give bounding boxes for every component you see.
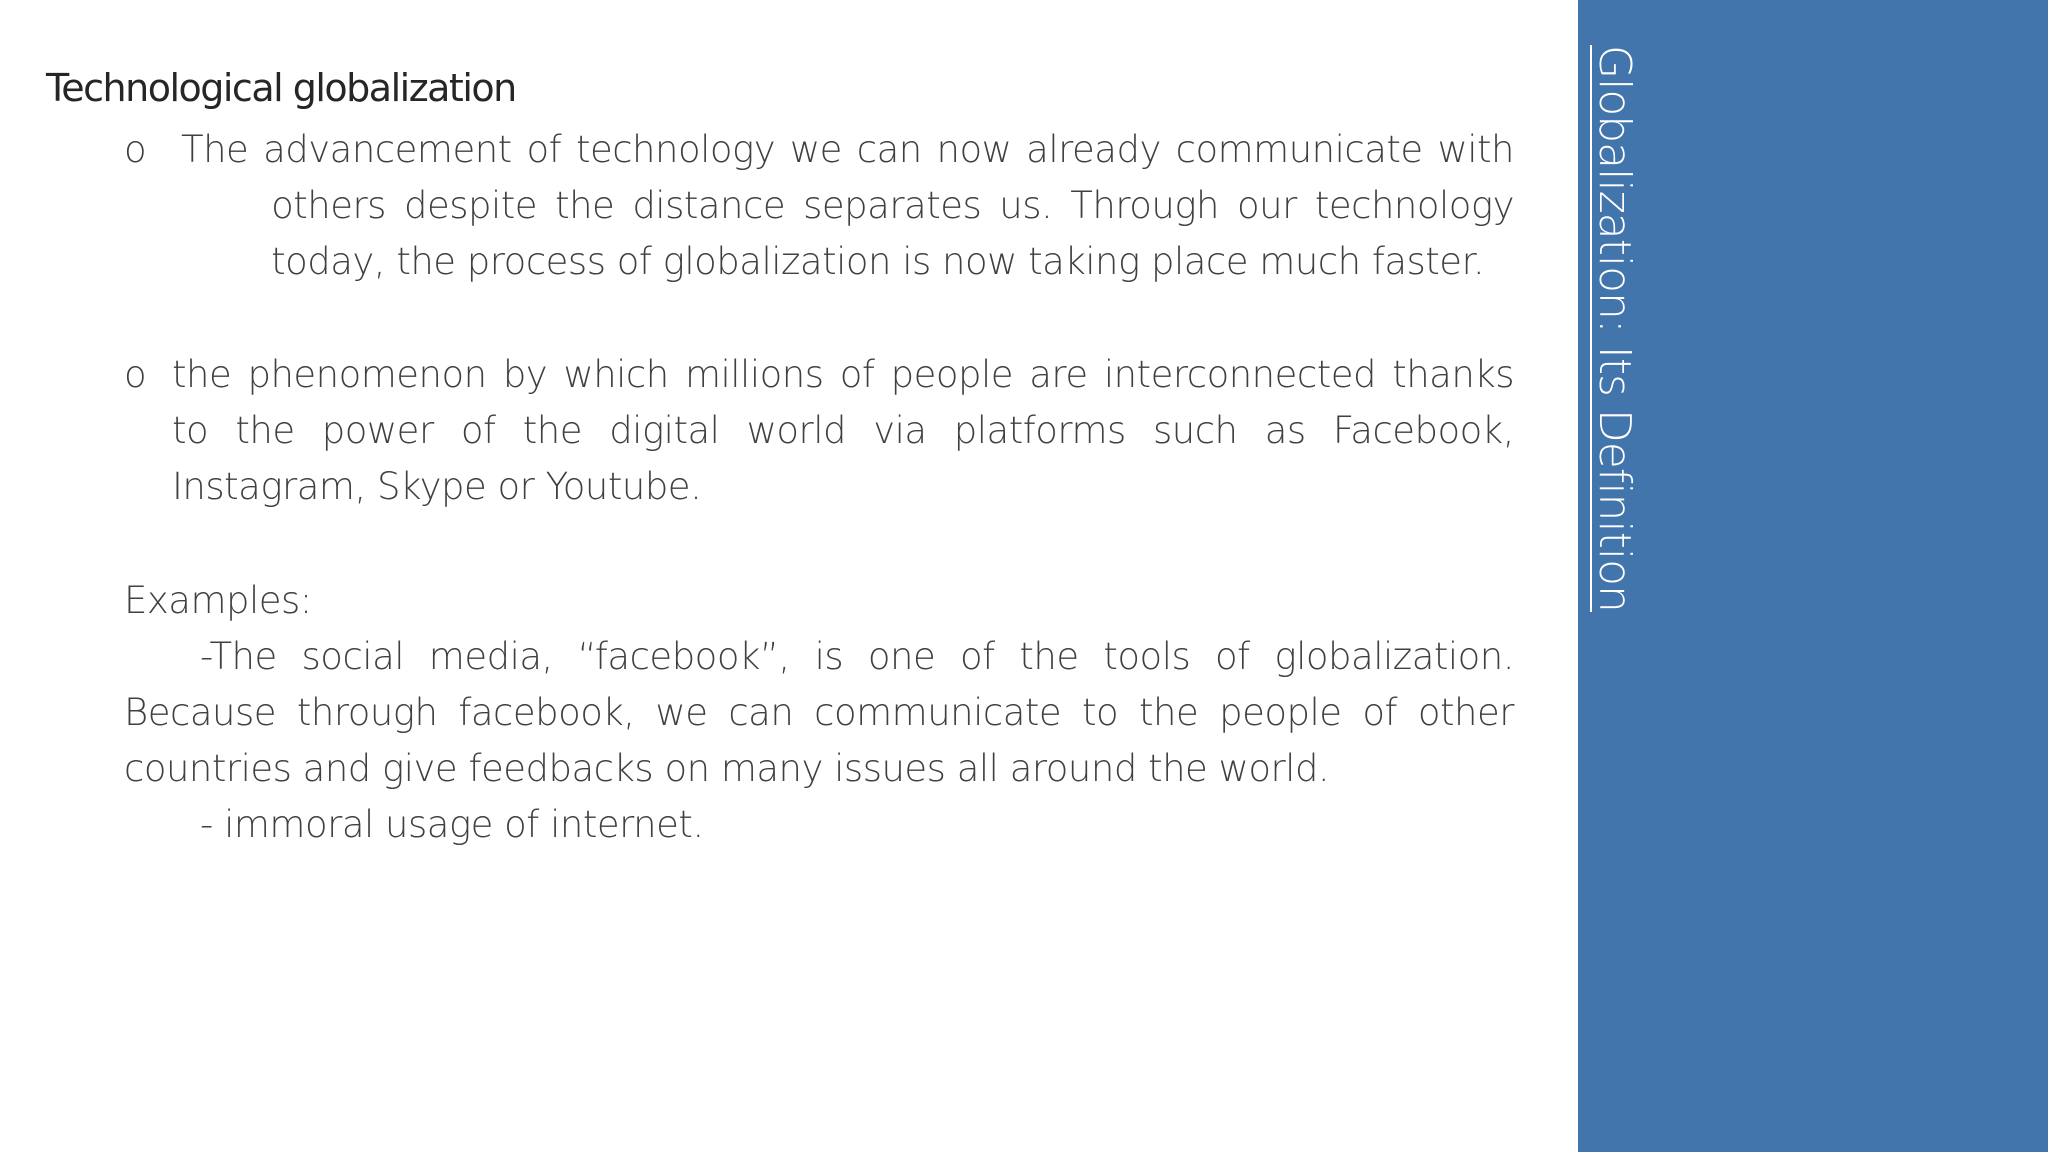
example-line: - immoral usage of internet. — [200, 803, 704, 846]
bullet-marker: o — [124, 128, 147, 171]
bullet-item — [124, 347, 1514, 515]
slide-heading: Technological globalization — [46, 66, 516, 110]
examples-label: Examples: — [124, 579, 312, 622]
title-sidebar — [1578, 0, 2048, 1152]
example-paragraph: -The social media, “facebook”, is one of the tools of globalization. Because through facebook, we can communicate to the people of other countries and give feedbacks on many issues all around the world. — [124, 635, 1514, 790]
bullet-marker: o — [124, 353, 147, 396]
bullet-text: the phenomenon by which millions of people are interconnected thanks to the power of the digital world via platforms such as Facebook, Instagram, Skype or Youtube. — [172, 353, 1514, 508]
bullet-text: The advancement of technology we can now already communicate with others despite the distance separates us. Through our technology today, the process of globalization is now taking place much faster. — [181, 128, 1514, 283]
slide-title: Globalization: Its Definition — [1589, 45, 1640, 612]
bullet-item — [124, 122, 1514, 290]
